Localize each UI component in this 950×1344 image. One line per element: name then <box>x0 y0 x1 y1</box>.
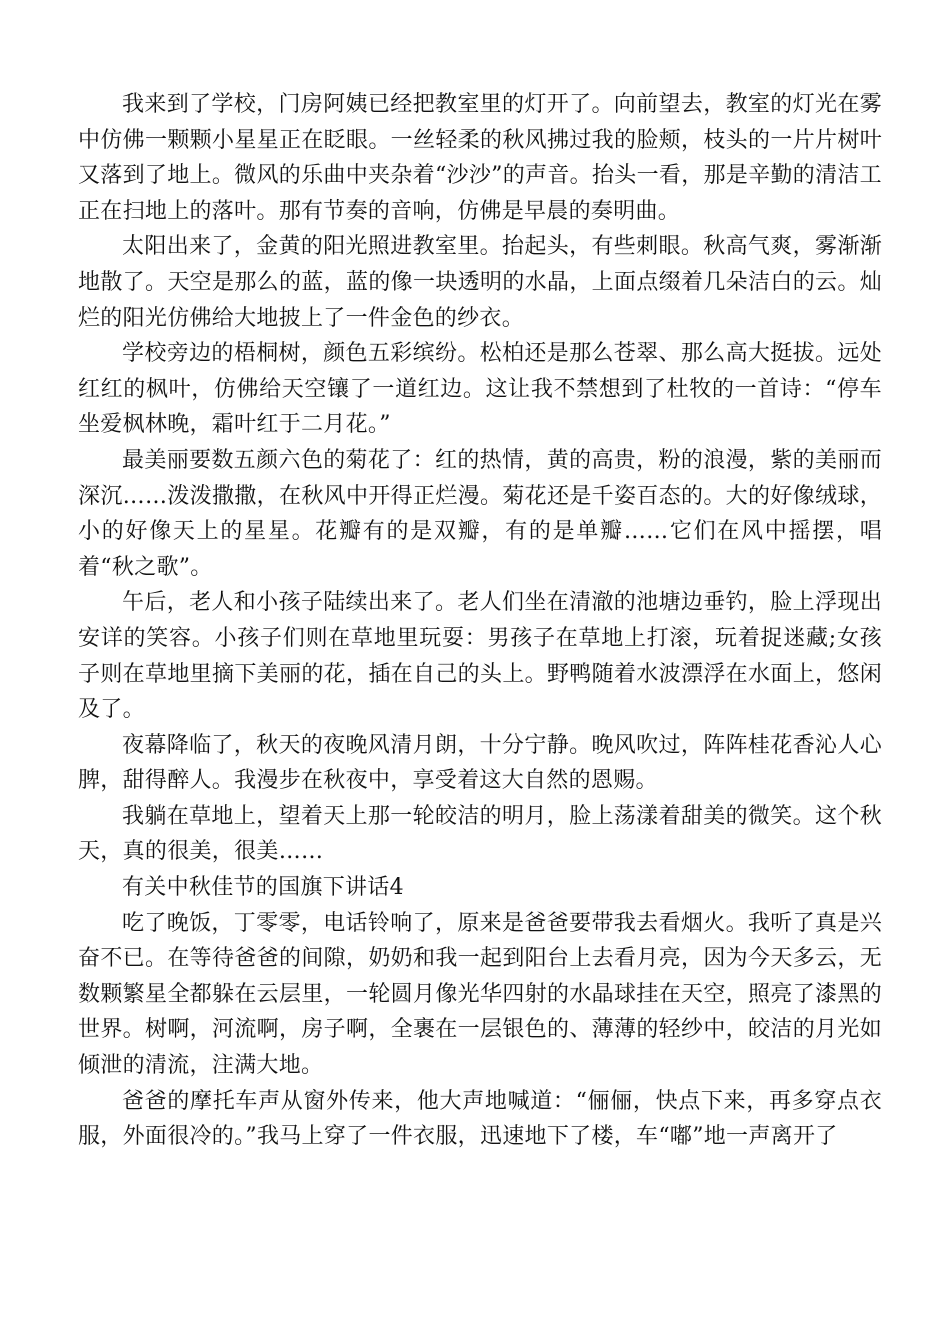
paragraph-1: 我来到了学校，门房阿姨已经把教室里的灯开了。向前望去，教室的灯光在雾中仿佛一颗颗小星星正在眨眼。一丝轻柔的秋风拂过我的脸颊，枝头的一片片树叶又落到了地上。微风的乐曲中夹杂着“沙沙”的声音。抬头一看，那是辛勤的清洁工正在扫地上的落叶。那有节奏的音响，仿佛是早晨的奏明曲。 <box>78 92 882 224</box>
paragraph-6: 夜幕降临了，秋天的夜晚风清月朗，十分宁静。晚风吹过，阵阵桂花香沁人心脾，甜得醉人。我漫步在秋夜中，享受着这大自然的恩赐。 <box>78 732 882 794</box>
paragraph-9: 爸爸的摩托车声从窗外传来，他大声地喊道：“俪俪，快点下来，再多穿点衣服，外面很冷的。”我马上穿了一件衣服，迅速地下了楼，车“嘟”地一声离开了 <box>78 1088 882 1150</box>
paragraph-4: 最美丽要数五颜六色的菊花了：红的热情，黄的高贵，粉的浪漫，紫的美丽而深沉……泼泼撒撒，在秋风中开得正烂漫。菊花还是千姿百态的。大的好像绒球，小的好像天上的星星。花瓣有的是双瓣，有的是单瓣……它们在风中摇摆，唱着“秋之歌”。 <box>78 447 882 580</box>
paragraph-8: 吃了晚饭，丁零零，电话铃响了，原来是爸爸要带我去看烟火。我听了真是兴奋不已。在等待爸爸的间隙，奶奶和我一起到阳台上去看月亮，因为今天多云，无数颗繁星全都躲在云层里，一轮圆月像光华四射的水晶球挂在天空，照亮了漆黑的世界。树啊，河流啊，房子啊，全裹在一层银色的、薄薄的轻纱中，皎洁的月光如倾泄的清流，注满大地。 <box>78 910 882 1079</box>
document-body <box>78 87 882 1155</box>
paragraph-2: 太阳出来了，金黄的阳光照进教室里。抬起头，有些刺眼。秋高气爽，雾渐渐地散了。天空是那么的蓝，蓝的像一块透明的水晶，上面点缀着几朵洁白的云。灿烂的阳光仿佛给大地披上了一件金色的纱衣。 <box>78 234 882 331</box>
paragraph-7: 我躺在草地上，望着天上那一轮皎洁的明月，脸上荡漾着甜美的微笑。这个秋天，真的很美，很美…… <box>78 803 882 865</box>
paragraph-3: 学校旁边的梧桐树，颜色五彩缤纷。松柏还是那么苍翠、那么高大挺拔。远处红红的枫叶，仿佛给天空镶了一道红边。这让我不禁想到了杜牧的一首诗：“停车坐爱枫林晚，霜叶红于二月花。” <box>78 341 882 438</box>
section-heading: 有关中秋佳节的国旗下讲话4 <box>122 875 404 901</box>
paragraph-5: 午后，老人和小孩子陆续出来了。老人们坐在清澈的池塘边垂钓，脸上浮现出安详的笑容。小孩子们则在草地里玩耍：男孩子在草地上打滚，玩着捉迷藏;女孩子则在草地里摘下美丽的花，插在自己的头上。野鸭随着水波漂浮在水面上，悠闲及了。 <box>78 590 882 723</box>
